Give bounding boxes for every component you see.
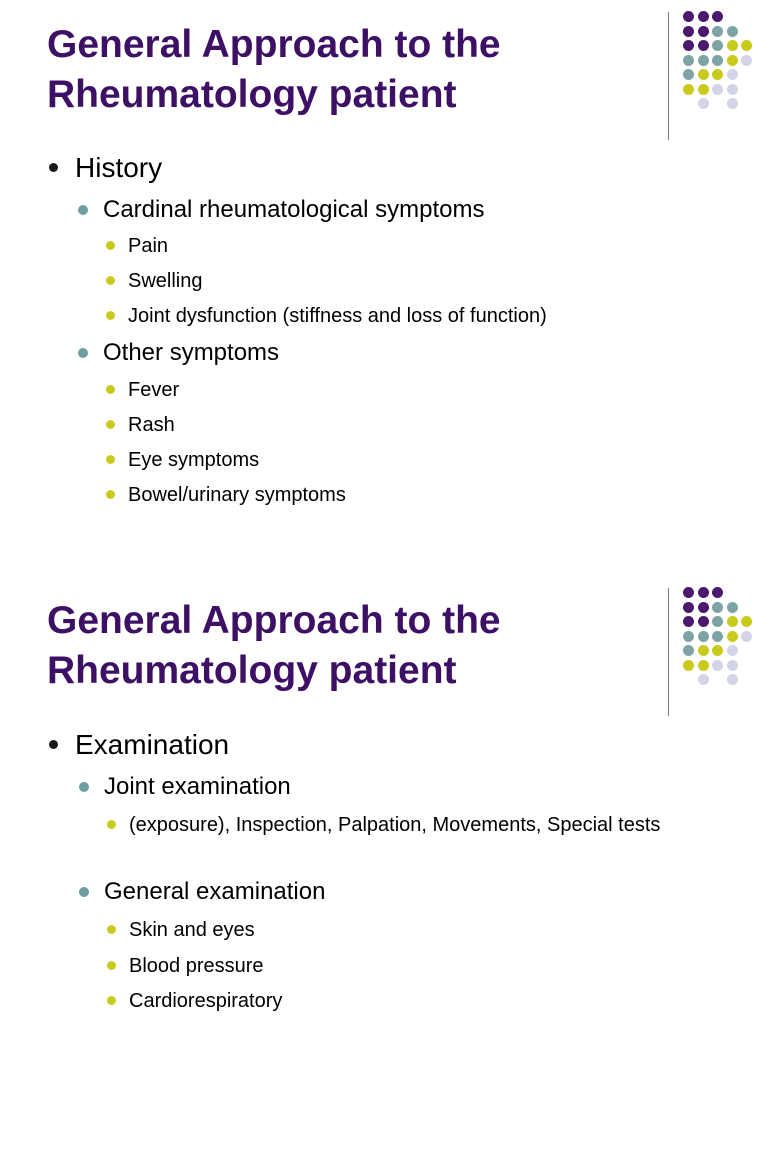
bullet-text: Joint examination <box>104 773 291 800</box>
bullet-dot-icon <box>106 490 115 499</box>
decorative-dot <box>741 55 752 66</box>
slide-examination <box>0 576 768 1152</box>
decorative-dot <box>698 616 709 627</box>
bullet-level3 <box>129 810 669 840</box>
bullet-dot-icon <box>107 996 116 1005</box>
decorative-dot <box>727 55 738 66</box>
title-line-2: Rheumatology patient <box>47 649 457 692</box>
bullet-level3 <box>128 413 175 437</box>
decorative-dot <box>712 587 723 598</box>
bullet-dot-icon <box>107 961 116 970</box>
bullet-level3 <box>129 989 282 1013</box>
slide-title <box>47 20 501 120</box>
bullet-dot-icon <box>79 887 89 897</box>
bullet-dot-icon <box>107 925 116 934</box>
decorative-dot <box>698 660 709 671</box>
decorative-dot <box>683 55 694 66</box>
decorative-dot <box>683 602 694 613</box>
decorative-dot <box>698 602 709 613</box>
title-line-1: General Approach to the <box>47 599 501 642</box>
decorative-dot <box>712 40 723 51</box>
bullet-text: Fever <box>128 379 180 401</box>
bullet-dot-icon <box>106 241 115 250</box>
bullet-text: Cardiorespiratory <box>129 990 283 1012</box>
title-line-1: General Approach to the <box>47 23 501 66</box>
bullet-dot-icon <box>79 782 89 792</box>
bullet-text: Examination <box>75 729 230 760</box>
bullet-level1 <box>75 729 229 761</box>
bullet-level2 <box>103 339 279 367</box>
bullet-dot-icon <box>107 820 116 829</box>
decorative-dot <box>727 616 738 627</box>
bullet-dot-icon <box>49 163 58 172</box>
bullet-level1 <box>75 152 162 184</box>
decorative-dot <box>712 631 723 642</box>
bullet-dot-icon <box>78 348 88 358</box>
bullet-dot-icon <box>106 420 115 429</box>
decorative-dot <box>712 84 723 95</box>
dot-grid-decoration <box>683 11 763 126</box>
slide-title <box>47 596 501 696</box>
bullet-text: Pain <box>128 235 169 257</box>
decorative-dot <box>698 98 709 109</box>
bullet-text: (exposure), Inspection, Palpation, Movements, Special tests <box>129 814 661 836</box>
decorative-dot <box>698 587 709 598</box>
bullet-dot-icon <box>106 385 115 394</box>
title-line-2: Rheumatology patient <box>47 73 457 116</box>
decorative-dot <box>712 55 723 66</box>
bullet-level3 <box>128 483 346 507</box>
bullet-level2 <box>104 773 291 801</box>
decorative-dot <box>727 40 738 51</box>
bullet-dot-icon <box>49 740 58 749</box>
decorative-dot <box>727 84 738 95</box>
decorative-dot <box>683 40 694 51</box>
dot-grid-decoration <box>683 587 763 702</box>
bullet-text: Cardinal rheumatological symptoms <box>103 196 485 223</box>
decorative-dot <box>727 631 738 642</box>
bullet-level3 <box>129 918 255 942</box>
decorative-dot <box>698 11 709 22</box>
decorative-dot <box>683 616 694 627</box>
bullet-dot-icon <box>106 276 115 285</box>
bullet-level3 <box>128 269 202 293</box>
decorative-dot <box>712 616 723 627</box>
bullet-text: Swelling <box>128 270 203 292</box>
bullet-level2 <box>103 196 485 224</box>
bullet-dot-icon <box>78 205 88 215</box>
decorative-dot <box>727 98 738 109</box>
decorative-dot <box>712 602 723 613</box>
decorative-dot <box>683 645 694 656</box>
decorative-dot <box>727 26 738 37</box>
bullet-text: History <box>75 152 163 183</box>
decorative-dot <box>698 631 709 642</box>
decorative-dot <box>727 645 738 656</box>
bullet-level3 <box>128 304 547 328</box>
decorative-dot <box>698 40 709 51</box>
bullet-text: Bowel/urinary symptoms <box>128 484 346 506</box>
bullet-dot-icon <box>106 455 115 464</box>
bullet-text: Rash <box>128 414 175 436</box>
decorative-dot <box>712 645 723 656</box>
bullet-text: Eye symptoms <box>128 449 260 471</box>
decorative-dot <box>683 587 694 598</box>
bullet-level3 <box>128 378 179 402</box>
decorative-dot <box>698 674 709 685</box>
decorative-dot <box>698 84 709 95</box>
bullet-text: General examination <box>104 878 326 905</box>
decorative-dot <box>741 40 752 51</box>
decorative-dot <box>727 69 738 80</box>
decorative-dot <box>698 26 709 37</box>
divider-line <box>668 588 669 716</box>
bullet-text: Blood pressure <box>129 955 264 977</box>
decorative-dot <box>741 616 752 627</box>
decorative-dot <box>683 26 694 37</box>
decorative-dot <box>683 69 694 80</box>
decorative-dot <box>683 84 694 95</box>
bullet-dot-icon <box>106 311 115 320</box>
divider-line <box>668 12 669 140</box>
decorative-dot <box>698 55 709 66</box>
decorative-dot <box>727 674 738 685</box>
decorative-dot <box>712 69 723 80</box>
bullet-level2 <box>104 878 325 906</box>
decorative-dot <box>712 26 723 37</box>
decorative-dot <box>683 11 694 22</box>
decorative-dot <box>698 69 709 80</box>
decorative-dot <box>712 660 723 671</box>
bullet-level3 <box>128 234 168 258</box>
decorative-dot <box>727 602 738 613</box>
bullet-text: Joint dysfunction (stiffness and loss of function) <box>128 305 547 327</box>
decorative-dot <box>712 11 723 22</box>
bullet-text: Other symptoms <box>103 339 280 366</box>
bullet-level3 <box>128 448 259 472</box>
decorative-dot <box>741 631 752 642</box>
decorative-dot <box>727 660 738 671</box>
decorative-dot <box>683 660 694 671</box>
decorative-dot <box>698 645 709 656</box>
bullet-level3 <box>129 954 264 978</box>
bullet-text: Skin and eyes <box>129 919 255 941</box>
decorative-dot <box>683 631 694 642</box>
